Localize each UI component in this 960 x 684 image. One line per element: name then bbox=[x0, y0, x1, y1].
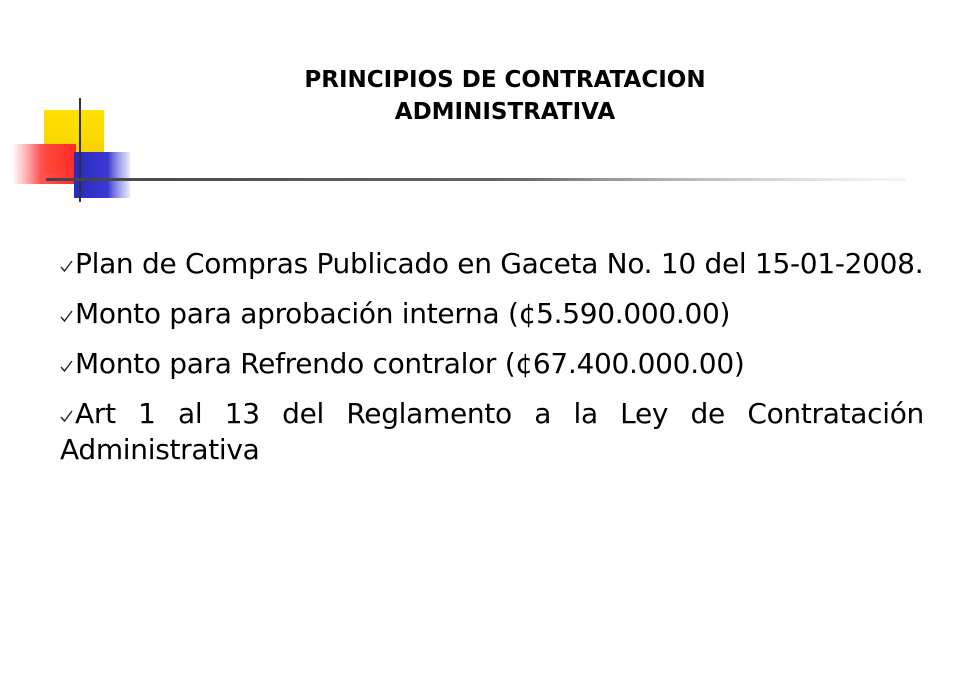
slide-title bbox=[160, 64, 850, 128]
check-icon bbox=[60, 309, 73, 323]
check-icon bbox=[60, 359, 73, 373]
check-icon bbox=[60, 409, 73, 423]
bullet-text: Monto para Refrendo contralor (¢67.400.000.00) bbox=[75, 347, 745, 380]
blue-square bbox=[74, 152, 130, 198]
bullet-item-monto-aprobacion bbox=[60, 296, 924, 332]
bullet-item-monto-refrendo bbox=[60, 346, 924, 382]
title-line-2: ADMINISTRATIVA bbox=[394, 99, 616, 125]
title-line-1: PRINCIPIOS DE CONTRATACION bbox=[304, 67, 706, 93]
bullet-list bbox=[60, 246, 924, 482]
bullet-text: Plan de Compras Publicado en Gaceta No. 10 del 15-01-2008. bbox=[75, 247, 924, 280]
bullet-text: Monto para aprobación interna (¢5.590.000.00) bbox=[75, 297, 731, 330]
check-icon bbox=[60, 259, 73, 273]
bullet-item-reglamento bbox=[60, 396, 924, 468]
bullet-text: Art 1 al 13 del Reglamento a la Ley de Contratación Administrativa bbox=[60, 397, 924, 466]
horizontal-rule bbox=[46, 178, 906, 181]
bullet-item-plan-compras bbox=[60, 246, 924, 282]
